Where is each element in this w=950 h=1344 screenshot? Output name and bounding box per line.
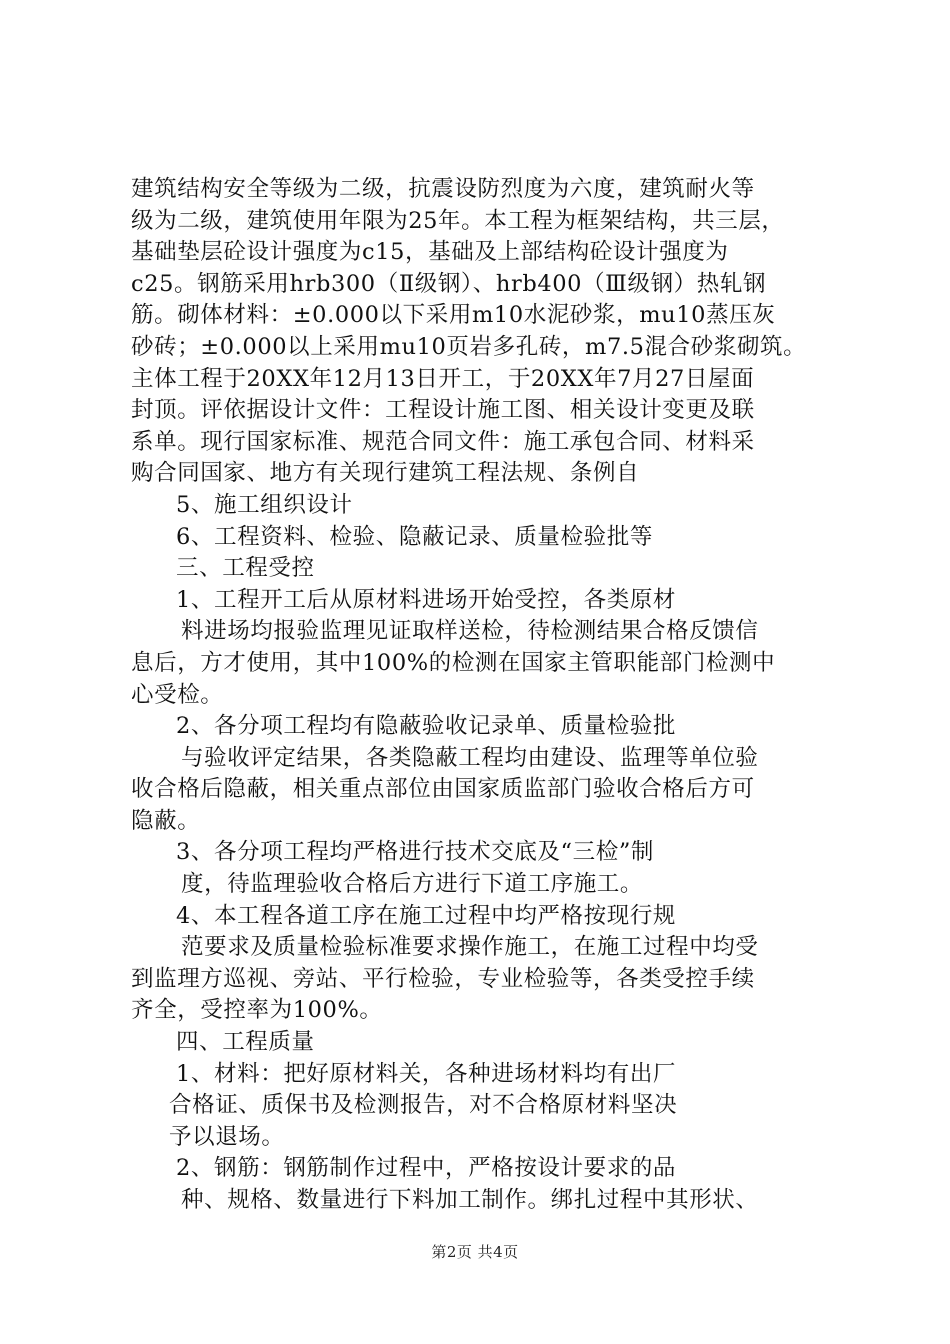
text-line: 3、各分项工程均严格进行技术交底及“三检”制 [176,839,655,866]
text-line: 系单。现行国家标准、规范合同文件：施工承包合同、材料采 [131,428,755,455]
text-line: 4、本工程各道工序在施工过程中均严格按现行规 [176,902,677,929]
text-line: 息后，方才使用，其中100%的检测在国家主管职能部门检测中 [131,649,776,676]
page-footer: 第2页 共4页 [431,1243,519,1261]
text-line: 2、钢筋：钢筋制作过程中，严格按设计要求的品 [176,1155,677,1182]
text-line: 与验收评定结果，各类隐蔽工程均由建设、监理等单位验 [181,744,759,771]
text-line: 予以退场。 [169,1123,285,1150]
text-line: 封顶。评依据设计文件：工程设计施工图、相关设计变更及联 [131,397,755,424]
document-body [131,174,831,1217]
text-line: 6、工程资料、检验、隐蔽记录、质量检验批等 [176,523,653,550]
text-line: 基础垫层砼设计强度为c15，基础及上部结构砼设计强度为 [131,239,729,266]
text-line: 四、工程质量 [176,1029,315,1056]
text-line: 购合同国家、地方有关现行建筑工程法规、条例自 [131,460,640,487]
text-line: 5、施工组织设计 [176,491,353,518]
text-line: 三、工程受控 [176,555,315,582]
text-line: 度，待监理验收合格后方进行下道工序施工。 [181,871,644,898]
text-line: 主体工程于20XX年12月13日开工，于20XX年7月27日屋面 [131,365,755,392]
text-line: 合格证、质保书及检测报告，对不合格原材料坚决 [169,1092,678,1119]
text-line: 隐蔽。 [131,807,201,834]
text-line: 1、工程开工后从原材料进场开始受控，各类原材 [176,586,677,613]
text-line: 种、规格、数量进行下料加工制作。绑扎过程中其形状、 [181,1187,759,1213]
text-line: c25。钢筋采用hrb300（Ⅱ级钢）、hrb400（Ⅲ级钢）热轧钢 [131,270,767,297]
text-line: 建筑结构安全等级为二级，抗震设防烈度为六度，建筑耐火等 [131,176,755,202]
text-line: 2、各分项工程均有隐蔽验收记录单、质量检验批 [176,713,677,740]
text-line: 收合格后隐蔽，相关重点部位由国家质监部门验收合格后方可 [131,776,755,803]
text-line: 1、材料：把好原材料关，各种进场材料均有出厂 [176,1060,677,1087]
text-line: 级为二级，建筑使用年限为25年。本工程为框架结构，共三层， [131,207,785,234]
text-line: 范要求及质量检验标准要求操作施工，在施工过程中均受 [181,934,759,961]
text-line: 到监理方巡视、旁站、平行检验，专业检验等，各类受控手续 [131,965,755,992]
text-line: 料进场均报验监理见证取样送检，待检测结果合格反馈信 [181,618,759,645]
text-line: 齐全，受控率为100%。 [131,997,383,1024]
text-line: 筋。砌体材料：±0.000以下采用m10水泥砂浆，mu10蒸压灰 [131,302,776,329]
text-line: 砂砖；±0.000以上采用mu10页岩多孔砖，m7.5混合砂浆砌筑。 [131,333,807,360]
text-line: 心受检。 [131,681,224,708]
